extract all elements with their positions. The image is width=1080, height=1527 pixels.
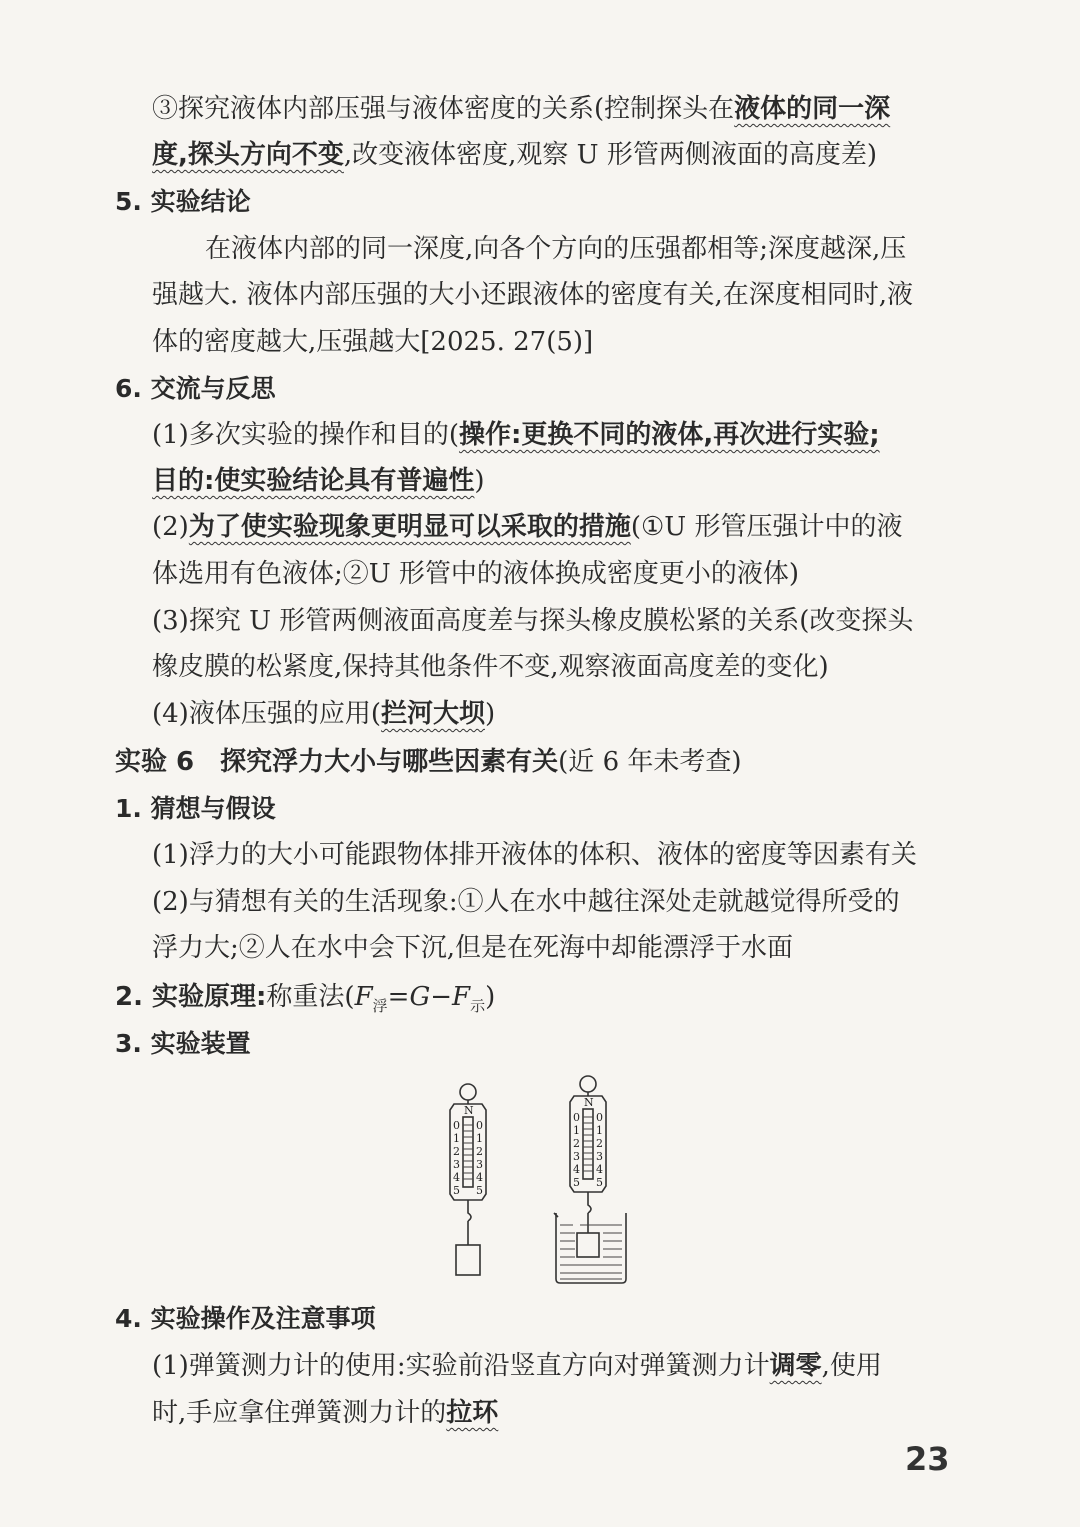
text: ) <box>485 982 496 1012</box>
scale-tick-label: 5 <box>453 1184 460 1197</box>
scale-tick-label: 3 <box>453 1158 460 1171</box>
hypothesis-line: (1)浮力的大小可能跟物体排开液体的体积、液体的密度等因素有关 <box>152 840 917 870</box>
text: ③探究液体内部压强与液体密度的关系(控制探头在 <box>152 94 735 124</box>
hypothesis-line: (2)与猜想有关的生活现象:①人在水中越往深处走就越觉得所受的 <box>152 887 900 917</box>
section-heading-2: 2. 实验原理: <box>115 982 267 1012</box>
paragraph-line: 强越大. 液体内部压强的大小还跟液体的密度有关,在深度相同时,液 <box>152 280 914 310</box>
scale-tick-label: 3 <box>596 1150 603 1163</box>
principle-line <box>115 980 495 1023</box>
scale-tick-label: 2 <box>453 1145 460 1158</box>
text: (①U 形管压强计中的液 <box>630 512 903 542</box>
operation-line <box>152 1396 498 1430</box>
scale-tick-label: 2 <box>596 1137 603 1150</box>
section-heading-5: 5. 实验结论 <box>115 187 251 216</box>
formula-symbol: F <box>354 982 373 1012</box>
scale-tick-label: 4 <box>573 1163 580 1176</box>
emphasis-text: 拉环 <box>446 1398 499 1428</box>
scale-tick-label: 1 <box>573 1124 580 1137</box>
section-heading-1: 1. 猜想与假设 <box>115 794 276 823</box>
item-3-line: 橡皮膜的松紧度,保持其他条件不变,观察液面高度差的变化) <box>152 652 829 682</box>
formula-symbol: − <box>430 982 453 1012</box>
text: ,使用 <box>821 1351 882 1381</box>
emphasis-text: 度,探头方向不变 <box>152 140 344 170</box>
scale-tick-label: 3 <box>573 1150 580 1163</box>
section-heading-3: 3. 实验装置 <box>115 1029 251 1058</box>
item-2-line: 体选用有色液体;②U 形管中的液体换成密度更小的液体) <box>152 559 800 589</box>
text: ) <box>485 699 496 729</box>
formula-subscript: 示 <box>470 997 486 1016</box>
paragraph-line: 在液体内部的同一深度,向各个方向的压强都相等;深度越深,压 <box>205 234 907 264</box>
item-4-line <box>152 697 495 731</box>
formula-symbol: G <box>409 982 431 1012</box>
operation-line <box>152 1349 882 1383</box>
text: 称重法( <box>266 982 355 1012</box>
line-2 <box>152 138 877 172</box>
scale-tick-label: 1 <box>453 1132 460 1145</box>
item-1-line <box>152 418 880 452</box>
section-heading-6: 6. 交流与反思 <box>115 374 276 403</box>
unit-label: N <box>464 1104 474 1117</box>
text: 时,手应拿住弹簧测力计的 <box>152 1398 447 1428</box>
scale-tick-label: 5 <box>596 1176 603 1189</box>
scale-tick-label: 0 <box>476 1119 483 1132</box>
emphasis-text: 操作:更换不同的液体,再次进行实验; <box>458 420 880 450</box>
text: ,改变液体密度,观察 U 形管两侧液面的高度差) <box>343 140 878 170</box>
unit-label: N <box>584 1096 594 1109</box>
scale-ring-icon <box>580 1076 596 1092</box>
scale-tick-label: 0 <box>573 1111 580 1124</box>
item-3-line: (3)探究 U 形管两侧液面高度差与探头橡皮膜松紧的关系(改变探头 <box>152 606 914 636</box>
line-1 <box>152 92 890 126</box>
formula-symbol: = <box>387 982 410 1012</box>
formula-symbol: F <box>452 982 471 1012</box>
spring-scale-apparatus-figure <box>430 1073 660 1288</box>
hypothesis-line: 浮力大;②人在水中会下沉,但是在死海中却能漂浮于水面 <box>152 933 794 963</box>
scale-tick-label: 5 <box>573 1176 580 1189</box>
exam-note: (近 6 年未考查) <box>558 747 742 777</box>
scale-tick-label: 5 <box>476 1184 483 1197</box>
paragraph-line: 体的密度越大,压强越大[2025. 27(5)] <box>152 327 594 357</box>
submerged-block <box>577 1233 599 1257</box>
scale-tick-label: 0 <box>596 1111 603 1124</box>
scale-tick-label: 2 <box>573 1137 580 1150</box>
text: (4)液体压强的应用( <box>152 699 381 729</box>
hanging-block-1 <box>456 1245 480 1275</box>
scale-tick-label: 3 <box>476 1158 483 1171</box>
emphasis-text: 液体的同一深 <box>734 94 891 124</box>
text: (1)多次实验的操作和目的( <box>152 420 459 450</box>
scale-tick-label: 1 <box>596 1124 603 1137</box>
scale-tick-label: 1 <box>476 1132 483 1145</box>
scale-ring-icon <box>460 1084 476 1100</box>
emphasis-text: 为了使实验现象更明显可以采取的措施 <box>188 512 631 542</box>
text: (1)弹簧测力计的使用:实验前沿竖直方向对弹簧测力计 <box>152 1351 770 1381</box>
scale-tick-label: 0 <box>453 1119 460 1132</box>
scale-tick-label: 4 <box>476 1171 483 1184</box>
page-number: 23 <box>905 1440 950 1478</box>
text: (2) <box>152 512 189 542</box>
experiment-title: 实验 6 探究浮力大小与哪些因素有关 <box>115 747 559 777</box>
section-heading-4: 4. 实验操作及注意事项 <box>115 1304 376 1333</box>
emphasis-text: 拦河大坝 <box>380 699 485 729</box>
item-1-line <box>152 464 485 498</box>
emphasis-text: 目的:使实验结论具有普遍性 <box>152 466 475 496</box>
text: ) <box>474 466 485 496</box>
scale-tick-label: 2 <box>476 1145 483 1158</box>
experiment-6-heading <box>115 745 742 779</box>
scale-tick-label: 4 <box>596 1163 603 1176</box>
emphasis-text: 调零 <box>769 1351 822 1381</box>
scale-tick-label: 4 <box>453 1171 460 1184</box>
item-2-line <box>152 510 903 544</box>
formula-subscript: 浮 <box>372 997 388 1016</box>
